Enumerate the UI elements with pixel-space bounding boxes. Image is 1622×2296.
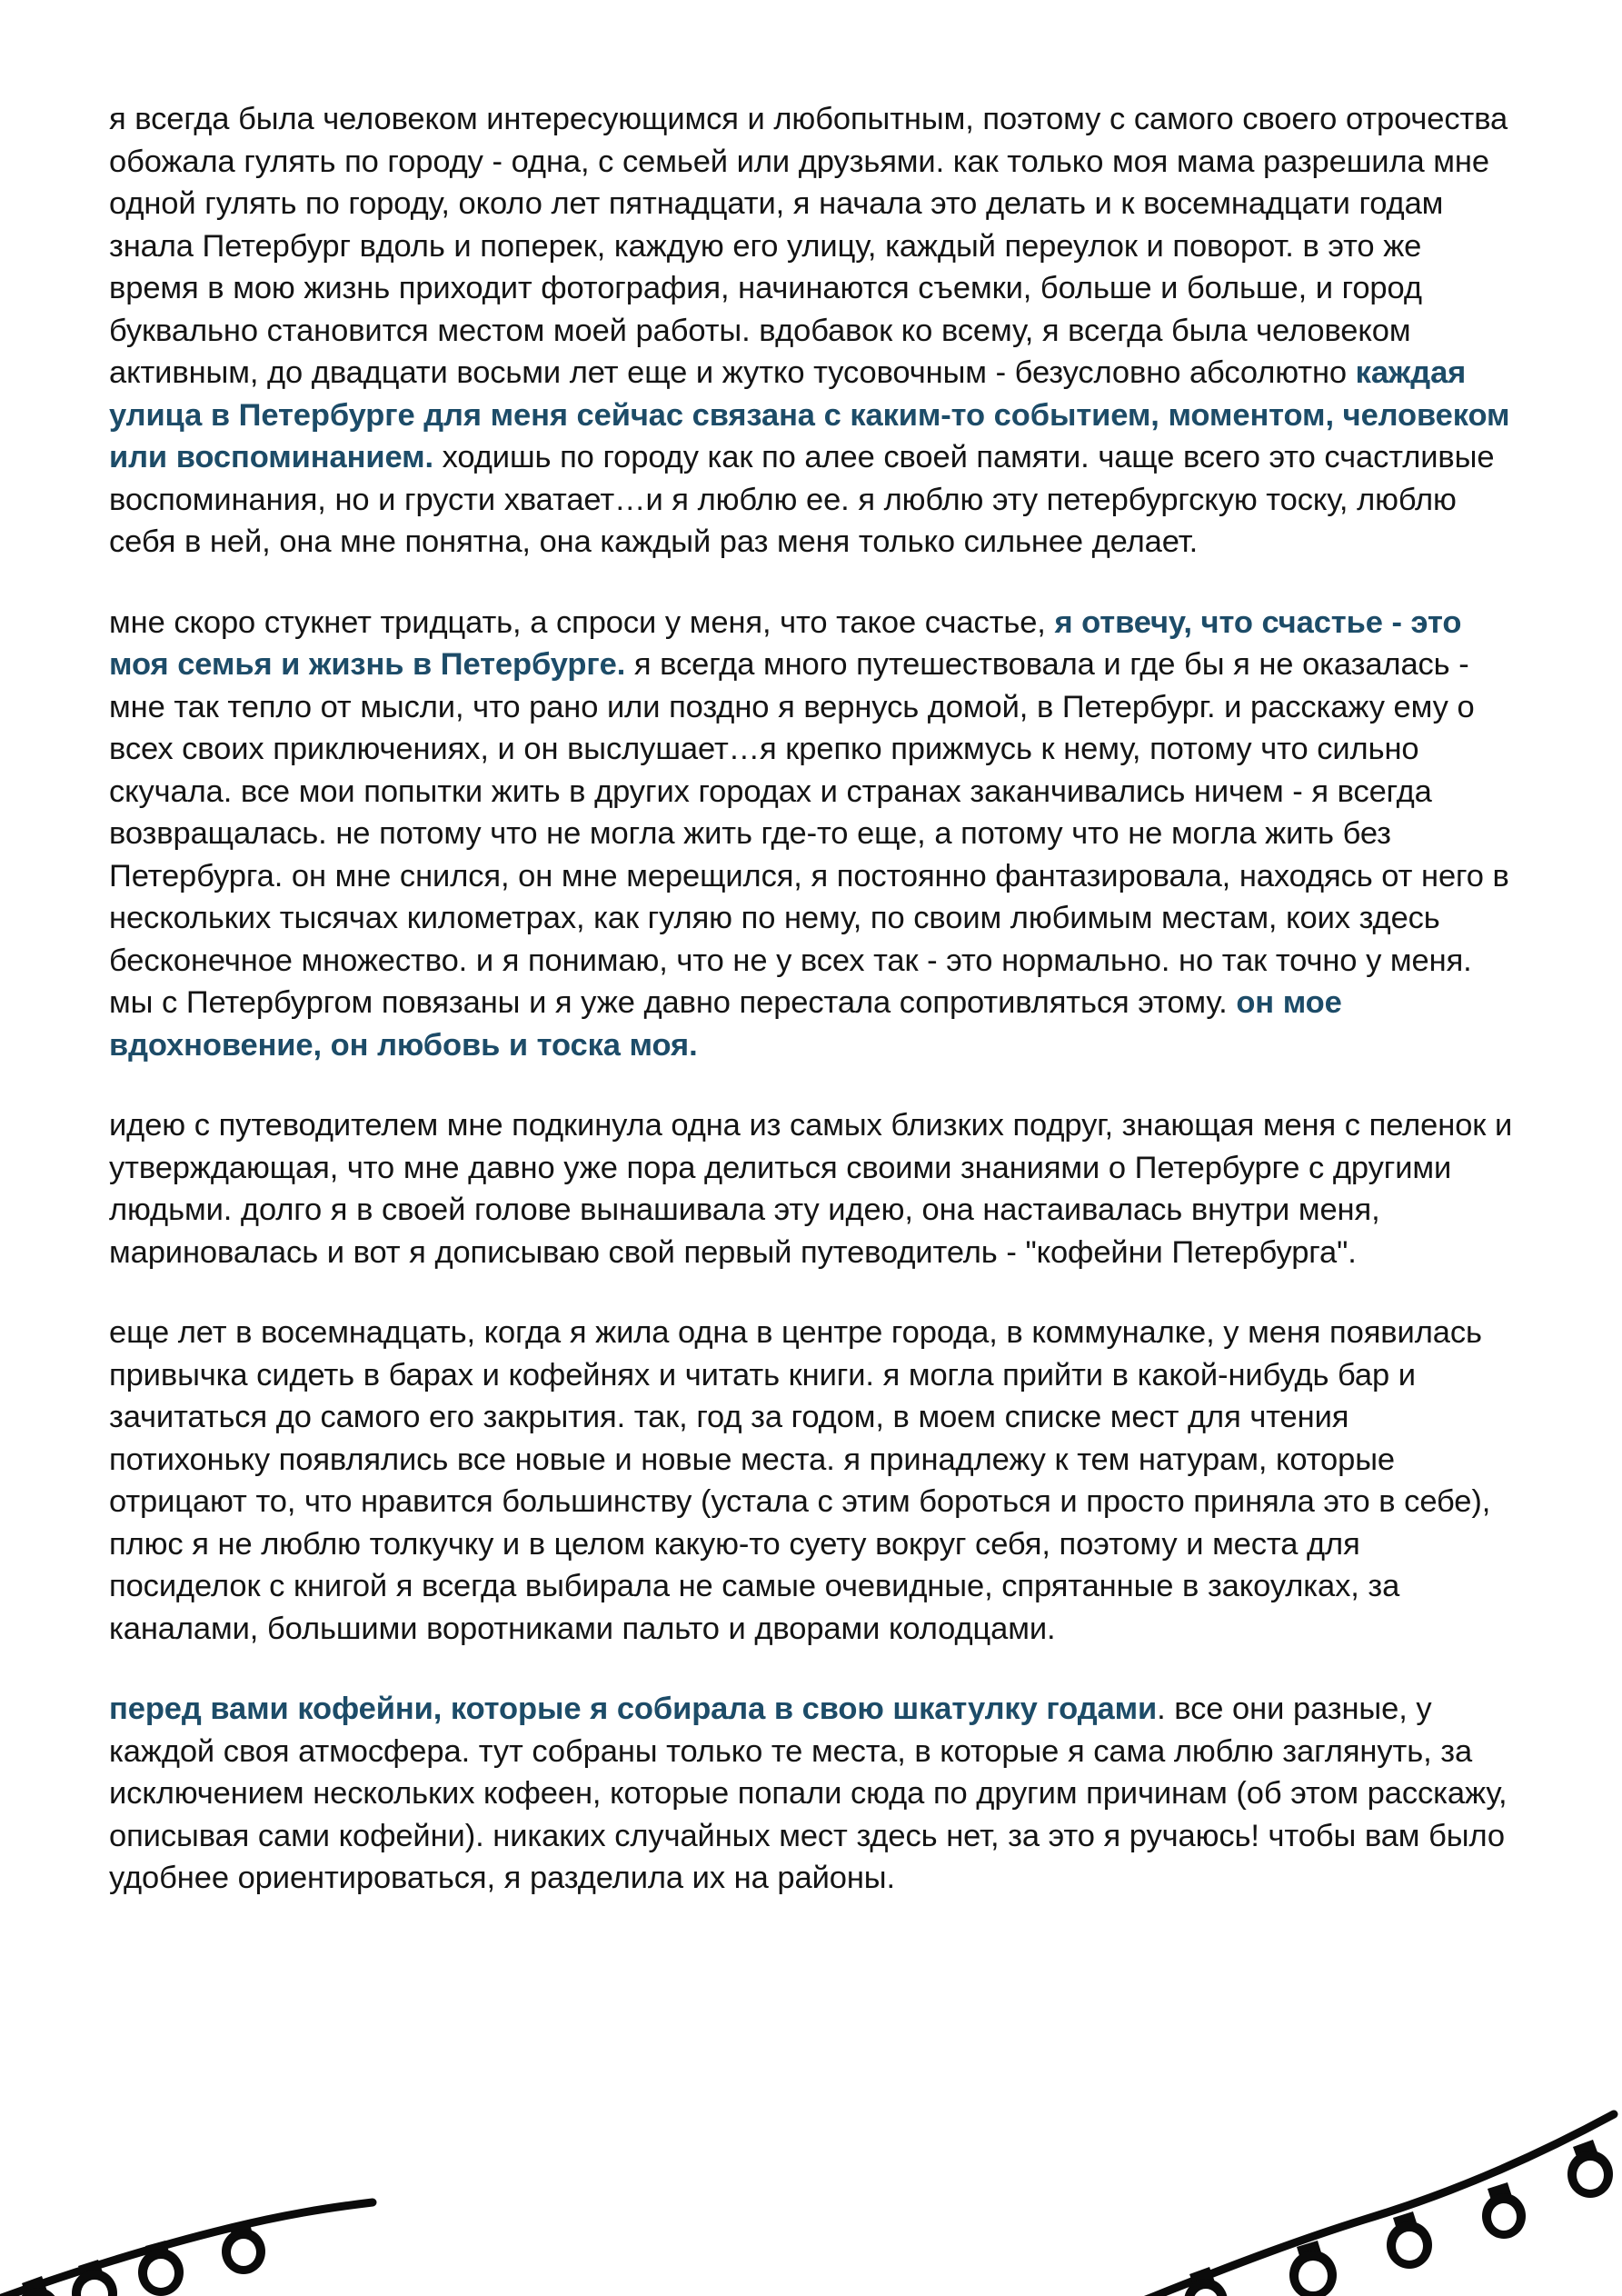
body-text: еще лет в восемнадцать, когда я жила одна в центре города, в коммуналке, у меня появилась привычка сидеть в барах и кофейнях и читать книги. я могла прийти в какой-нибудь бар и зачитаться до самого его закрытия. так, год за годом, в моем списке мест для чтения потихоньку появлялись все новые и новые места. я принадлежу к тем натурам, которые отрицают то, что нравится большинству (устала с этим бороться и просто приняла это в себе), плюс я не люблю толкучку и в целом какую-то суету вокруг себя, поэтому и места для посиделок с книгой я всегда выбирала не самые очевидные, спрятанные в закоулках, за каналами, большими воротниками пальто и дворами колодцами. [109,1315,1491,1646]
paragraph-1 [109,98,1513,564]
body-text: ходишь по городу как по алее своей памяти. чаще всего это счастливые воспоминания, но и грусти хватает…и я люблю ее. я люблю эту петербургскую тоску, люблю себя в ней, она мне понятна, она каждый раз меня только сильнее делает. [109,440,1495,559]
paragraph-5 [109,1688,1513,1900]
highlighted-text: перед вами кофейни, которые я собирала в свою шкатулку годами [109,1692,1158,1726]
body-text: я всегда много путешествовала и где бы я не оказалась - мне так тепло от мысли, что рано или поздно я вернусь домой, в Петербург. и расскажу ему о всех своих приключениях, и он выслушает…я крепко прижмусь к нему, потому что сильно скучала. все мои попытки жить в других городах и странах заканчивались ничем - я всегда возвращалась. не потому что не могла жить где-то еще, а потому что не могла жить без Петербурга. он мне снился, он мне мерещился, я постоянно фантазировала, находясь от него в нескольких тысячах километрах, как гуляю по нему, по своим любимым местам, коих здесь бесконечное множество. и я понимаю, что не у всех так - это нормально. но так точно у меня. мы с Петербургом повязаны и я уже давно перестала сопротивляться этому. [109,647,1509,1020]
string-lights-garland-right [1119,2109,1622,2296]
paragraph-2 [109,602,1513,1067]
highlighted-text: я отвечу, что счастье - это моя семья и жизнь в Петербурге. [109,604,1462,682]
page-body-text [109,98,1513,1900]
paragraph-4 [109,1312,1513,1650]
body-text: я всегда была человеком интересующимся и любопытным, поэтому с самого своего отрочества обожала гулять по городу - одна, с семьей или друзьями. как только моя мама разрешила мне одной гулять по городу, около лет пятнадцати, я начала это делать и к восемнадцати годам знала Петербург вдоль и поперек, каждую его улицу, каждый переулок и поворот. в это же время в мою жизнь приходит фотография, начинаются съемки, больше и больше, и город буквально становится местом моей работы. вдобавок ко всему, я всегда была человеком активным, до двадцати восьми лет еще и жутко тусовочным - безусловно абсолютно [109,102,1508,390]
body-text: идею с путеводителем мне подкинула одна из самых близких подруг, знающая меня с пеленок и утверждающая, что мне давно уже пора делиться своими знаниями о Петербурге с другими людьми. долго я в своей голове вынашивала эту идею, она настаивалась внутри меня, мариновалась и вот я дописываю свой первый путеводитель - "кофейни Петербурга". [109,1108,1513,1270]
highlighted-text: он мое вдохновение, он любовь и тоска моя. [109,985,1342,1063]
body-text: мне скоро стукнет тридцать, а спроси у меня, что такое счастье, [109,604,1055,640]
paragraph-3 [109,1104,1513,1273]
string-lights-garland-left [0,2118,382,2296]
highlighted-text: каждая улица в Петербурге для меня сейчас связана с каким-то событием, моментом, человеком или воспоминанием. [109,355,1510,474]
body-text: . все они разные, у каждой своя атмосфера. тут собраны только те места, в которые я сама люблю заглянуть, за исключением нескольких кофеен, которые попали сюда по другим причинам (об этом расскажу, описывая сами кофейни). никаких случайных мест здесь нет, за это я ручаюсь! чтобы вам было удобнее ориентироваться, я разделила их на районы. [109,1692,1508,1895]
